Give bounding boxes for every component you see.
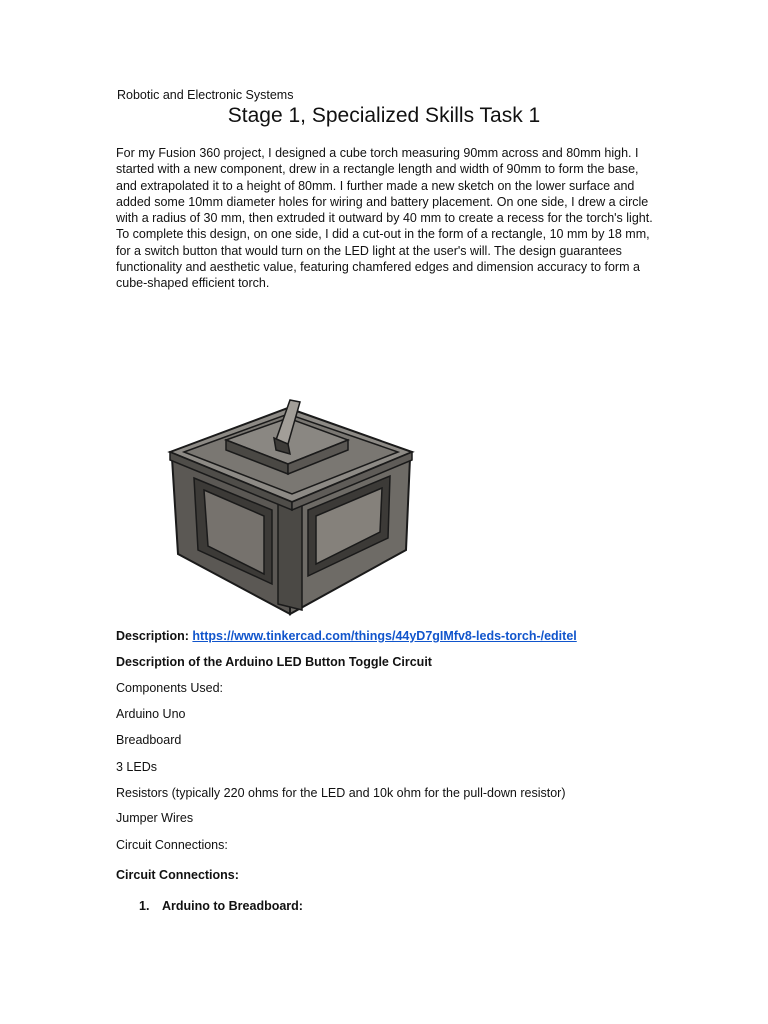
description-line [116, 629, 577, 643]
component-item: Arduino Uno [116, 707, 186, 721]
component-item: 3 LEDs [116, 760, 157, 774]
circuit-title: Description of the Arduino LED Button Toggle Circuit [116, 655, 432, 669]
list-number: 1. [139, 899, 150, 913]
list-item [139, 899, 303, 913]
cube-torch-illustration [160, 378, 424, 618]
component-item: Breadboard [116, 733, 182, 747]
connections-heading-bold: Circuit Connections: [116, 868, 239, 882]
intro-paragraph: For my Fusion 360 project, I designed a cube torch measuring 90mm across and 80mm high. I started with a new component, drew in a rectangle length and width of 90mm to form the base, and extrapolated it to a height of 80mm. I further made a new sketch on the lower surface and added some 10mm diameter holes for wiring and battery placement. On one side, I drew a circle with a radius of 30 mm, then extruded it outward by 40 mm to create a recess for the torch's light. To complete this design, on one side, I did a cut-out in the form of a rectangle, 10 mm by 18 mm, for a switch button that would turn on the LED light at the user's will. The design guarantees functionality and aesthetic value, featuring chamfered edges and dimension accuracy to form a cube-shaped efficient torch. [116, 146, 653, 291]
cube-torch-render [160, 378, 424, 618]
components-heading: Components Used: [116, 681, 224, 695]
description-label: Description: [116, 629, 189, 643]
list-text: Arduino to Breadboard: [162, 899, 303, 913]
component-item: Resistors (typically 220 ohms for the LED and 10k ohm for the pull-down resistor) [116, 786, 566, 800]
tinkercad-link[interactable]: https://www.tinkercad.com/things/44yD7gIMfv8-leds-torch-/editel [192, 629, 577, 643]
page-title: Stage 1, Specialized Skills Task 1 [227, 104, 541, 127]
component-item: Jumper Wires [116, 811, 194, 825]
connections-heading: Circuit Connections: [116, 838, 228, 852]
course-header: Robotic and Electronic Systems [117, 88, 294, 102]
